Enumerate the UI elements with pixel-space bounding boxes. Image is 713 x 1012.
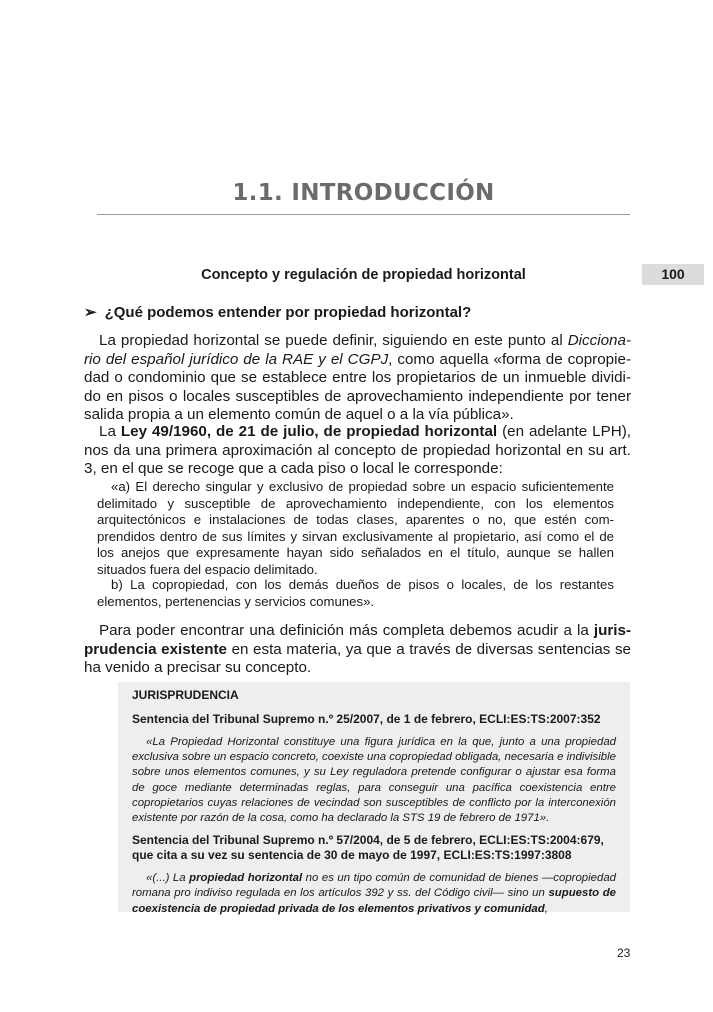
case-title-2: Sentencia del Tribunal Supremo n.º 57/2004, de 5 de febrero, ECLI:ES:TS:2004:679, que cita a su vez su sentencia de 30 de mayo de 1997, ECLI:ES:TS:1997:3808 [132,833,604,863]
margin-number-badge: 100 [642,264,704,285]
page-number: 23 [617,946,631,960]
quote-text: , [544,902,548,915]
case-quote-1: «La Propiedad Horizontal constituye una figura jurídica en la que, junto a una propiedad exclusiva sobre un espacio concreto, coexiste una copropiedad obligada, necesaria e indivisible sobre unos elementos comunes, y su Ley reguladora pretende configurar o ajustar esa forma de goce mediante determinadas reglas, para conseguir una pacífica coexistencia entre copropietarios cuyas relaciones de vecindad son susceptibles de conflicto por la interconexión existente por razón de la cosa, como ha declarado la STS 19 de febrero de 1971». [132,736,616,825]
jurisprudence-box [118,682,630,915]
paragraph-text: La [99,423,121,440]
question-text: ¿Qué podemos entender por propiedad horizontal? [104,304,472,321]
jurisprudence-label: JURISPRUDENCIA [132,688,239,702]
quote-text: no es un tipo común de comunidad de bienes —copropiedad romana pro indiviso regulada en los artículos 392 y ss. del Código civil— sino un [132,872,616,900]
paragraph-jurisprudence [84,622,631,678]
paragraph-text: , como aquella «forma de copropiedad o condominio que se establece entre los propietarios de un inmueble dividido en pisos o locales susceptibles de aprovechamiento independiente por tener salida propia a un elemento común de aquel o a la vía pública». [84,350,631,423]
case-quote-2 [132,871,616,917]
paragraph-text: Para poder encontrar una definición más completa debemos acudir a la [99,622,594,639]
dictionary-reference: Diccionario del español jurídico de la RAE y el CGPJ [84,332,631,368]
title-divider [97,214,630,215]
chapter-title: 1.1. INTRODUCCIÓN [232,180,495,206]
quote-emphasis: propiedad horizontal [189,872,303,885]
arrow-bullet-icon: ➢ [84,304,97,321]
paragraph-lph [84,423,631,479]
paragraph-text: La propiedad horizontal se puede definir, siguiendo en este punto al [99,332,568,349]
section-heading: Concepto y regulación de propiedad horizontal [201,267,526,283]
paragraph-definition [84,332,631,425]
jurisprudence-emphasis: jurisprudencia existente [84,622,631,658]
quote-text: «(...) La [146,872,190,885]
paragraph-text: en esta materia, ya que a través de diversas sentencias se ha venido a precisar su concepto. [84,640,631,676]
quote-item-b: b) La copropiedad, con los demás dueños de pisos o locales, de los restantes elementos, pertenencias y servicios comunes». [97,577,614,609]
quote-item-a: «a) El derecho singular y exclusivo de propiedad sobre un espacio suficientemente delimitado y susceptible de aprovechamiento independiente, con los elementos arquitectónicos e instalaciones de todas clases, aparentes o no, que estén comprendidos dentro de sus límites y sirvan exclusivamente al propietario, así como el de los anejos que expresamente hayan sido señalados en el título, aunque se hallen situados fuera del espacio delimitado. [97,479,614,577]
question-heading [84,303,471,321]
case-title-1: Sentencia del Tribunal Supremo n.º 25/2007, de 1 de febrero, ECLI:ES:TS:2007:352 [132,712,601,726]
law-reference: Ley 49/1960, de 21 de julio, de propiedad horizontal [120,423,498,440]
quote-emphasis: supuesto de coexistencia de propiedad privada de los elementos privativos y comunidad [132,887,616,915]
paragraph-text: (en adelante LPH), nos da una primera aproximación al concepto de propiedad horizontal en su art. 3, en el que se recoge que a cada piso o local le corresponde: [84,423,631,477]
